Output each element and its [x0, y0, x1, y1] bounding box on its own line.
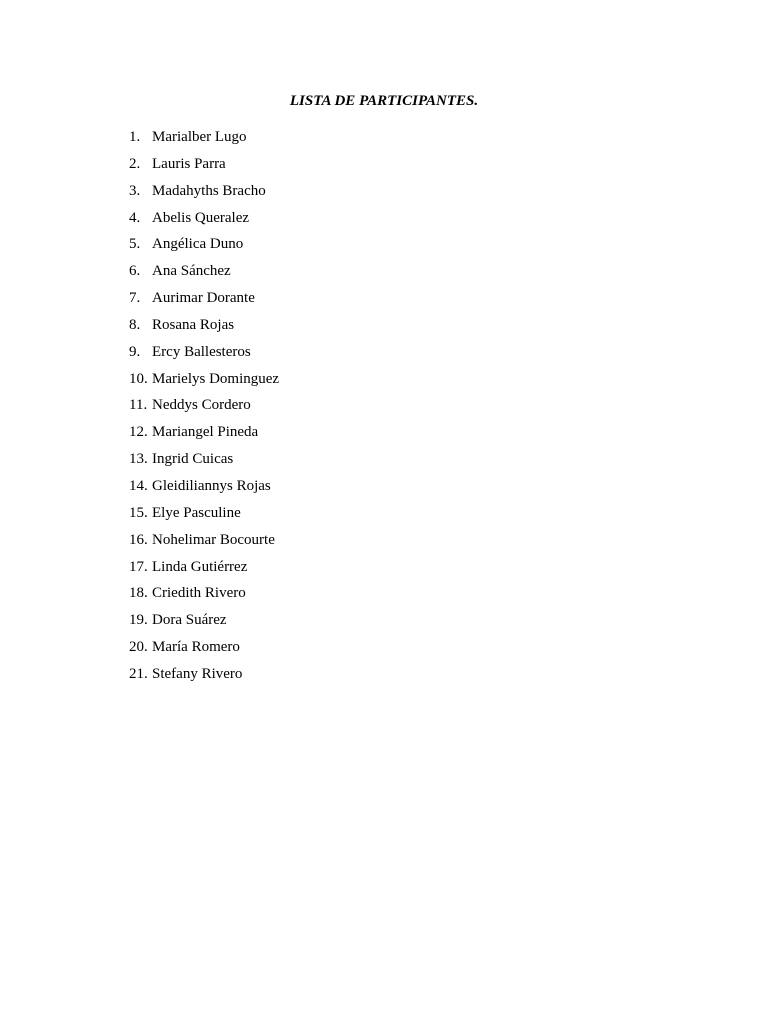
list-item	[129, 422, 279, 449]
list-item	[129, 583, 279, 610]
participant-name: Ana Sánchez	[152, 263, 231, 280]
list-item	[129, 288, 279, 315]
list-item	[129, 395, 279, 422]
participant-name: Gleidiliannys Rojas	[152, 477, 271, 494]
list-item-number: 7.	[129, 290, 141, 307]
list-item-number: 20.	[129, 639, 148, 656]
list-item	[129, 127, 279, 154]
participant-list	[129, 127, 279, 691]
list-item	[129, 449, 279, 476]
list-item-number: 11.	[129, 397, 148, 414]
list-item-number: 13.	[129, 451, 148, 468]
list-item-number: 17.	[129, 558, 148, 575]
participant-name: Linda Gutiérrez	[152, 558, 248, 575]
participant-name: Ercy Ballesteros	[152, 343, 251, 360]
list-item-number: 9.	[129, 343, 141, 360]
list-item	[129, 530, 279, 557]
list-item	[129, 234, 279, 261]
list-item	[129, 637, 279, 664]
participant-name: Marialber Lugo	[152, 129, 247, 145]
list-item-number: 3.	[129, 182, 141, 199]
list-item-number: 6.	[129, 263, 141, 280]
list-item-number: 10.	[129, 370, 148, 387]
participant-name: Rosana Rojas	[152, 316, 235, 333]
list-item-number: 8.	[129, 316, 141, 333]
participant-name: Marielys Dominguez	[152, 370, 280, 387]
participant-name: Criedith Rivero	[152, 585, 246, 602]
participant-name: María Romero	[152, 639, 240, 656]
list-item	[129, 154, 279, 181]
participant-name: Neddys Cordero	[152, 397, 251, 414]
participant-name: Aurimar Dorante	[152, 290, 255, 307]
list-item	[129, 342, 279, 369]
list-item	[129, 208, 279, 235]
list-item	[129, 181, 279, 208]
participant-name: Ingrid Cuicas	[152, 451, 234, 468]
list-item-number: 12.	[129, 424, 148, 441]
list-item-number: 16.	[129, 531, 148, 548]
list-item-number: 18.	[129, 585, 148, 602]
participant-name: Lauris Parra	[152, 155, 226, 172]
list-item-number: 2.	[129, 155, 141, 172]
list-item-number: 4.	[129, 209, 141, 226]
list-item	[129, 261, 279, 288]
participant-name: Abelis Queralez	[152, 209, 250, 226]
list-item-number: 14.	[129, 477, 148, 494]
participant-name: Angélica Duno	[152, 236, 244, 253]
participant-name: Dora Suárez	[152, 612, 227, 629]
list-item-number: 5.	[129, 236, 141, 253]
list-item	[129, 610, 279, 637]
list-item	[129, 315, 279, 342]
list-item-number: 1.	[129, 129, 141, 145]
list-item	[129, 476, 279, 503]
list-item	[129, 557, 279, 584]
list-item-number: 21.	[129, 665, 148, 682]
list-item-number: 15.	[129, 504, 148, 521]
list-item	[129, 503, 279, 530]
participant-name: Nohelimar Bocourte	[152, 531, 275, 548]
list-item-number: 19.	[129, 612, 148, 629]
participant-name: Madahyths Bracho	[152, 182, 266, 199]
participant-name: Mariangel Pineda	[152, 424, 259, 441]
participant-name: Stefany Rivero	[152, 665, 243, 682]
participant-name: Elye Pasculine	[152, 504, 241, 521]
list-item	[129, 664, 279, 691]
document-title: LISTA DE PARTICIPANTES.	[289, 93, 479, 109]
list-item	[129, 369, 279, 396]
